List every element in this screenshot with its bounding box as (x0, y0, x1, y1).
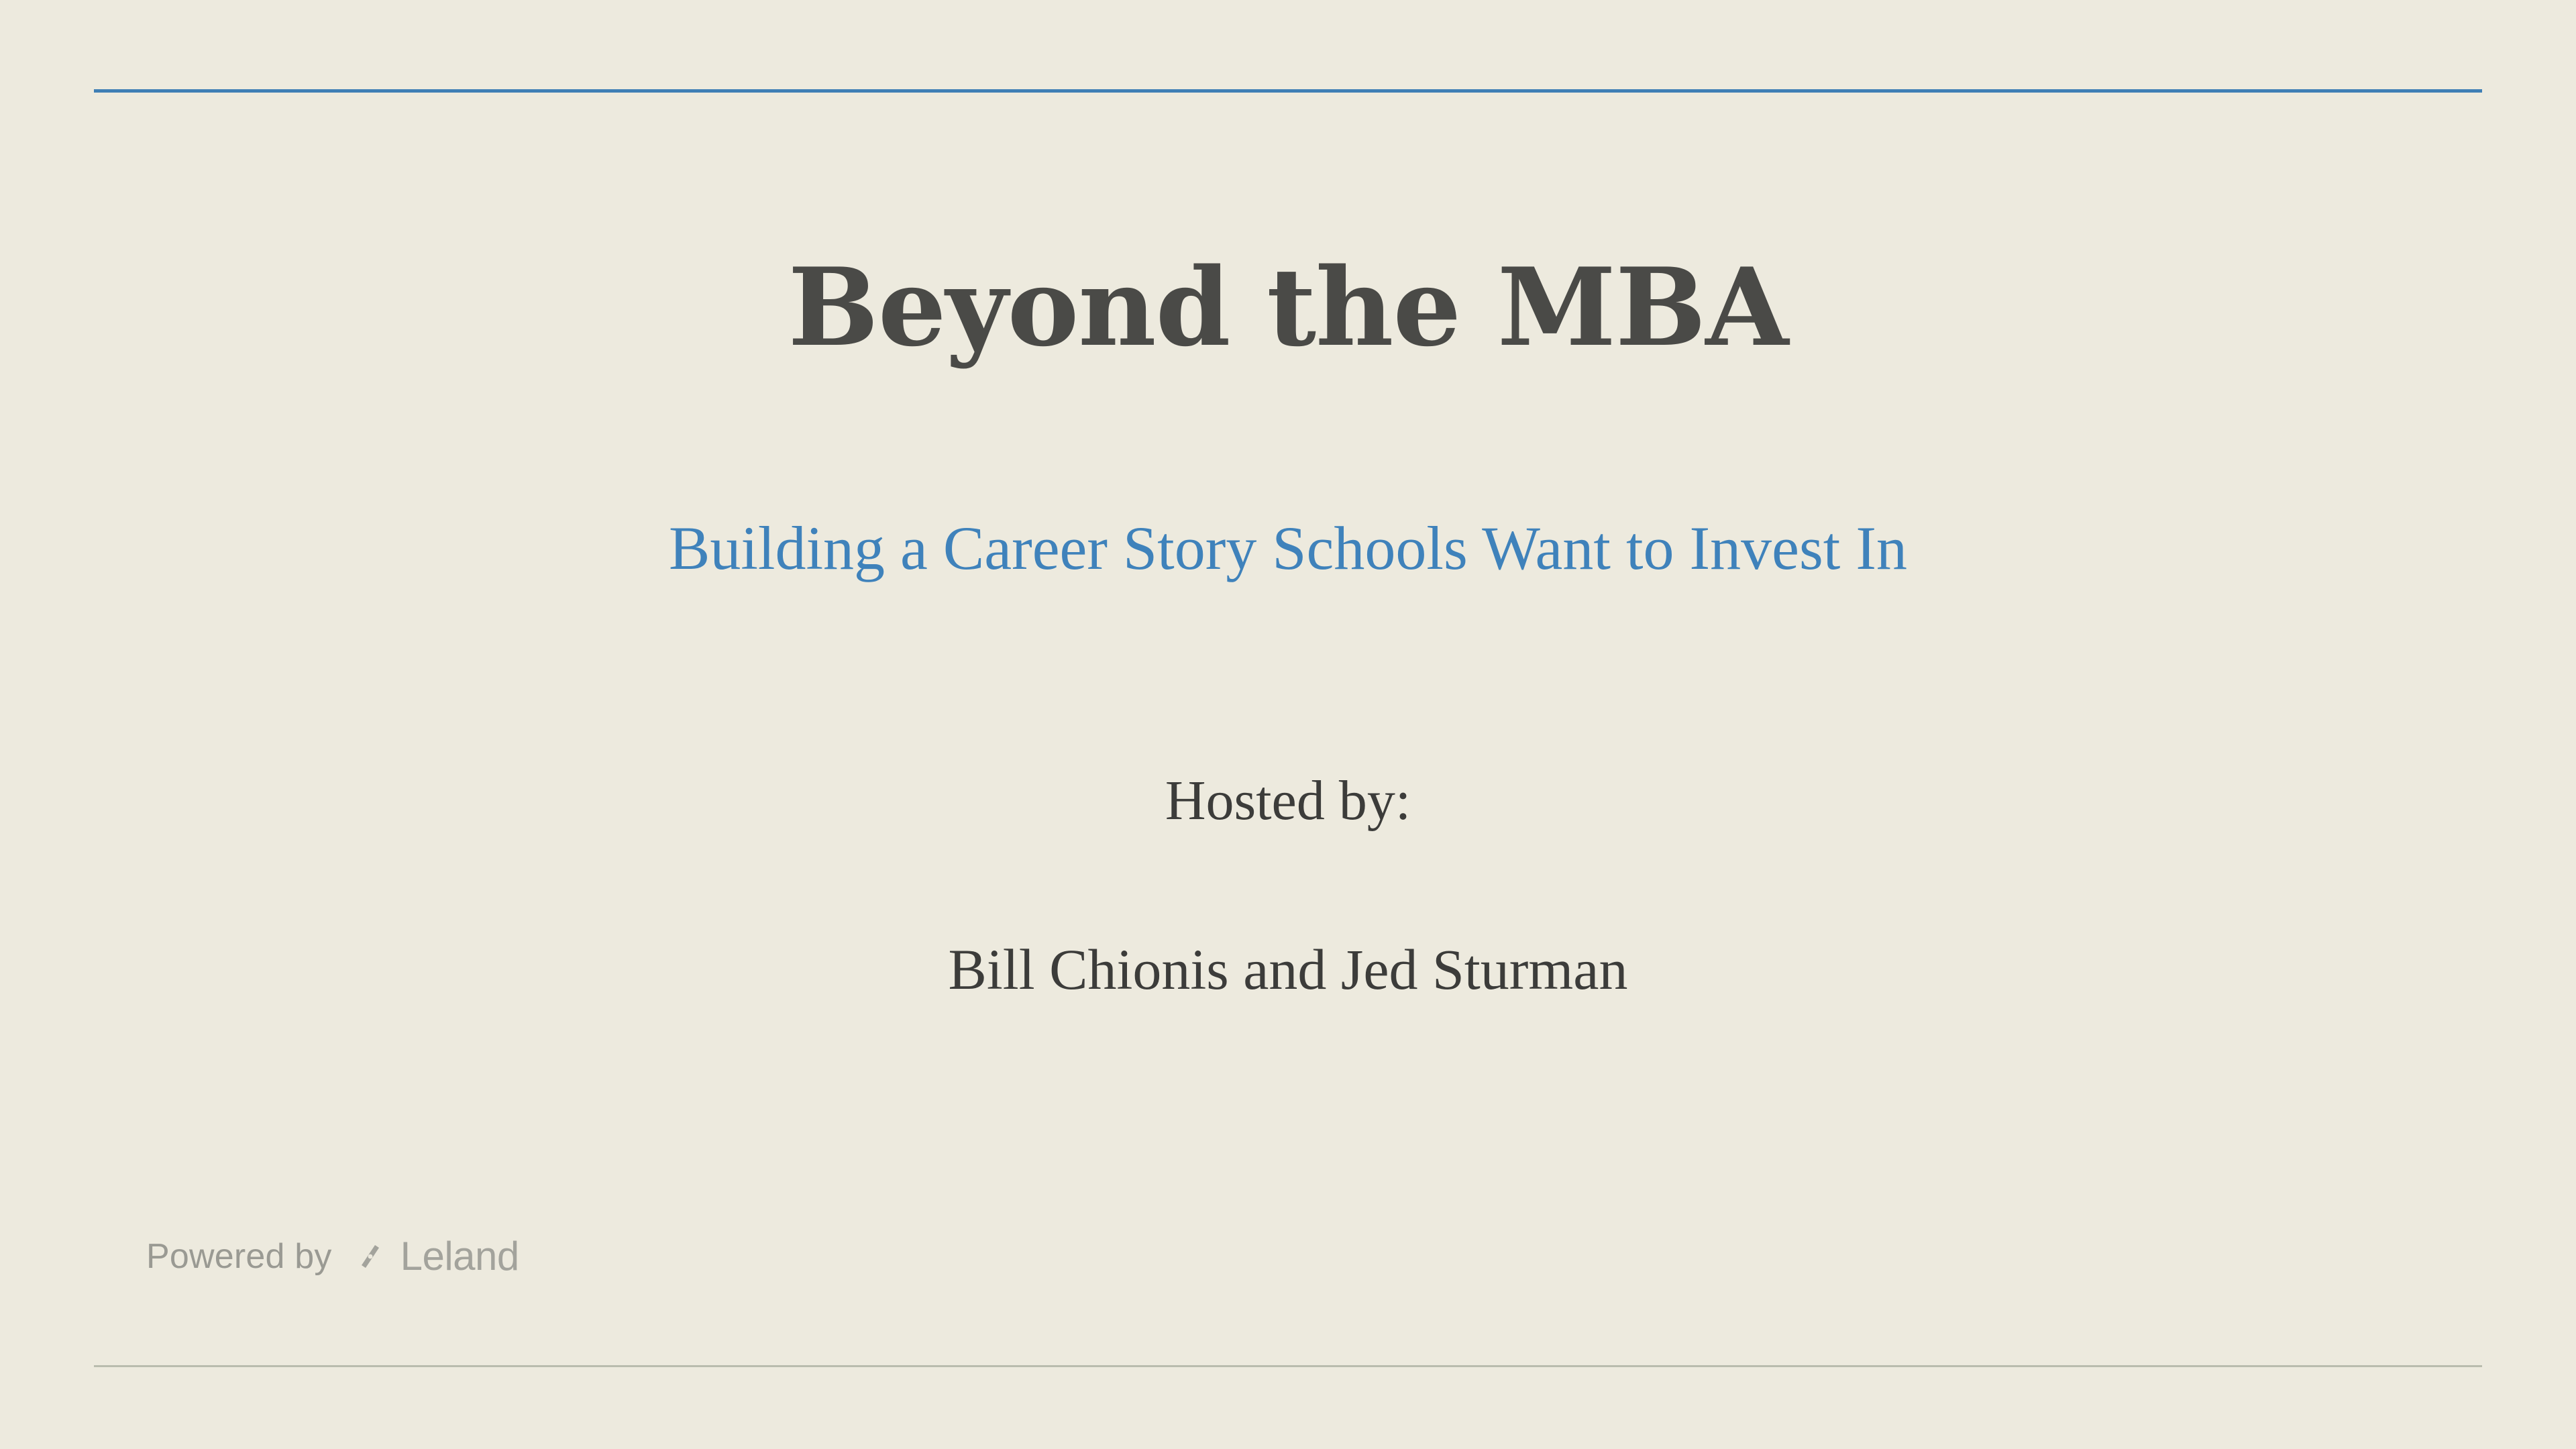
powered-by-footer (146, 1233, 519, 1279)
leland-wordmark: Leland (400, 1234, 519, 1279)
slide-title: Beyond the MBA (788, 244, 1788, 370)
top-divider-rule (94, 89, 2482, 93)
powered-by-label: Powered by (146, 1236, 332, 1276)
leland-logo-icon (352, 1238, 388, 1275)
slide-subtitle: Building a Career Story Schools Want to Invest In (669, 514, 1907, 582)
hosted-by-label: Hosted by: (1165, 769, 1411, 832)
bottom-divider-rule (94, 1365, 2482, 1367)
host-names: Bill Chionis and Jed Sturman (948, 937, 1628, 1002)
